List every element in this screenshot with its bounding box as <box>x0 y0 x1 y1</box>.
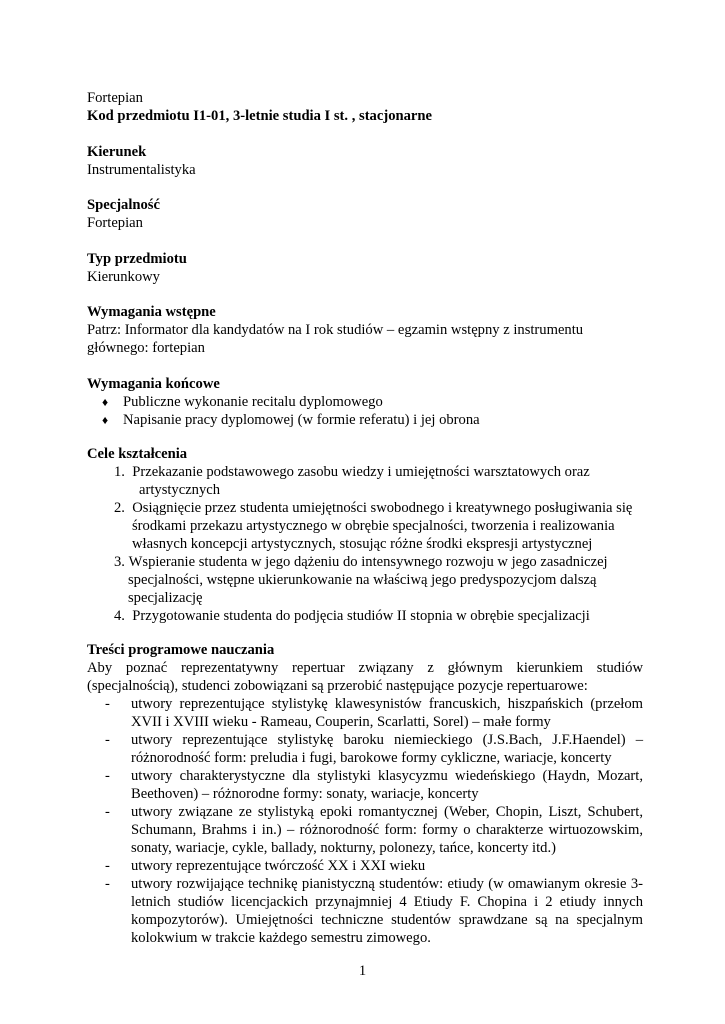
subject-line: Fortepian <box>87 90 143 106</box>
wymagania-wstepne-line-2: głównego: fortepian <box>87 340 205 356</box>
item-number: 4. <box>114 607 125 624</box>
wymagania-wstepne-line-1: Patrz: Informator dla kandydatów na I rok studiów – egzamin wstępny z instrumentu <box>87 322 584 338</box>
list-item: - utwory związane ze stylistyką epoki romantycznej (Weber, Chopin, Liszt, Schubert, Schumann, Brahms i in.) – różnorodność form: formy o charakterze wirtuozowskim, sonaty, wariacje, cykle, ballady, nokturny, polonezy, tańce, koncerty itd.) <box>105 803 643 856</box>
list-item: 4. Przygotowanie studenta do podjęcia studiów II stopnia w obrębie specjalizacji <box>114 607 590 624</box>
dash-bullet: - <box>105 731 110 748</box>
dash-bullet: - <box>105 857 110 874</box>
tresci-intro: Aby poznać reprezentatywny repertuar związany z głównym kierunkiem studiów (specjalnością), studenci zobowiązani są przerobić następujące pozycje repertuarowe: <box>87 659 643 694</box>
course-code-line: Kod przedmiotu I1-01, 3-letnie studia I st. , stacjonarne <box>87 108 432 124</box>
typ-value: Kierunkowy <box>87 268 160 285</box>
diamond-bullet-icon: ♦ <box>102 412 109 427</box>
cele-list <box>87 463 643 625</box>
page-number: 1 <box>358 963 367 979</box>
dash-bullet: - <box>105 803 110 820</box>
cele-heading: Cele kształcenia <box>87 445 188 462</box>
list-item: - utwory rozwijające technikę pianistyczną studentów: etiudy (w omawianym okresie 3-letnich studiów licencjackich przynajmniej 4 Etiudy F. Chopina i 2 etiudy innych kompozytorów). Umiejętności techniczne studentów sprawdzane są na specjalnym kolokwium w trakcie każdego semestru zimowego. <box>105 875 643 946</box>
typ-heading: Typ przedmiotu <box>87 250 187 267</box>
item-number: 3. <box>114 553 125 570</box>
kierunek-value: Instrumentalistyka <box>87 161 196 178</box>
wymagania-koncowe-list <box>87 393 643 429</box>
list-item: ♦ Publiczne wykonanie recitalu dyplomowego <box>102 393 383 410</box>
list-item: - utwory charakterystyczne dla stylistyki klasycyzmu wiedeńskiego (Haydn, Mozart, Beethoven) – różnorodne formy: sonaty, wariacje, koncerty <box>105 767 643 802</box>
wymagania-wstepne-heading: Wymagania wstępne <box>87 304 216 320</box>
wymagania-koncowe-heading: Wymagania końcowe <box>87 375 220 392</box>
list-item: 1. Przekazanie podstawowego zasobu wiedzy i umiejętności warsztatowych oraz artystycznych <box>114 463 590 498</box>
list-item: - utwory reprezentujące stylistykę klawesynistów francuskich, hiszpańskich (przełom XVII i XVIII wieku - Rameau, Couperin, Scarlatti, Sorel) – małe formy <box>105 695 643 730</box>
tresci-heading: Treści programowe nauczania <box>87 641 275 658</box>
dash-bullet: - <box>105 695 110 712</box>
list-item: ♦ Napisanie pracy dyplomowej (w formie referatu) i jej obrona <box>102 411 480 428</box>
dash-bullet: - <box>105 767 110 784</box>
tresci-list <box>87 695 643 947</box>
list-item: 2. Osiągnięcie przez studenta umiejętności swobodnego i kreatywnego posługiwania się środkami przekazu artystycznego w obrębie specjalności, tworzenia i realizowania własnych koncepcji artystycznych, stosując różne środki ekspresji artystycznej <box>114 499 633 552</box>
list-item: - utwory reprezentujące twórczość XX i XXI wieku <box>105 857 426 874</box>
document-body <box>87 89 643 947</box>
item-number: 2. <box>114 499 125 516</box>
kierunek-heading: Kierunek <box>87 143 147 160</box>
item-number: 1. <box>114 463 125 480</box>
specjalnosc-value: Fortepian <box>87 215 143 231</box>
specjalnosc-heading: Specjalność <box>87 197 160 213</box>
diamond-bullet-icon: ♦ <box>102 394 109 409</box>
list-item: - utwory reprezentujące stylistykę baroku niemieckiego (J.S.Bach, J.F.Haendel) – różnorodność form: preludia i fugi, barokowe formy cykliczne, wariacje, koncerty <box>105 731 643 766</box>
list-item: 3. Wspieranie studenta w jego dążeniu do intensywnego rozwoju w jego zasadniczej specjalności, wstępne ukierunkowanie na właściwą jego predyspozycjom dalszą specjalizację <box>114 553 608 606</box>
dash-bullet: - <box>105 875 110 892</box>
